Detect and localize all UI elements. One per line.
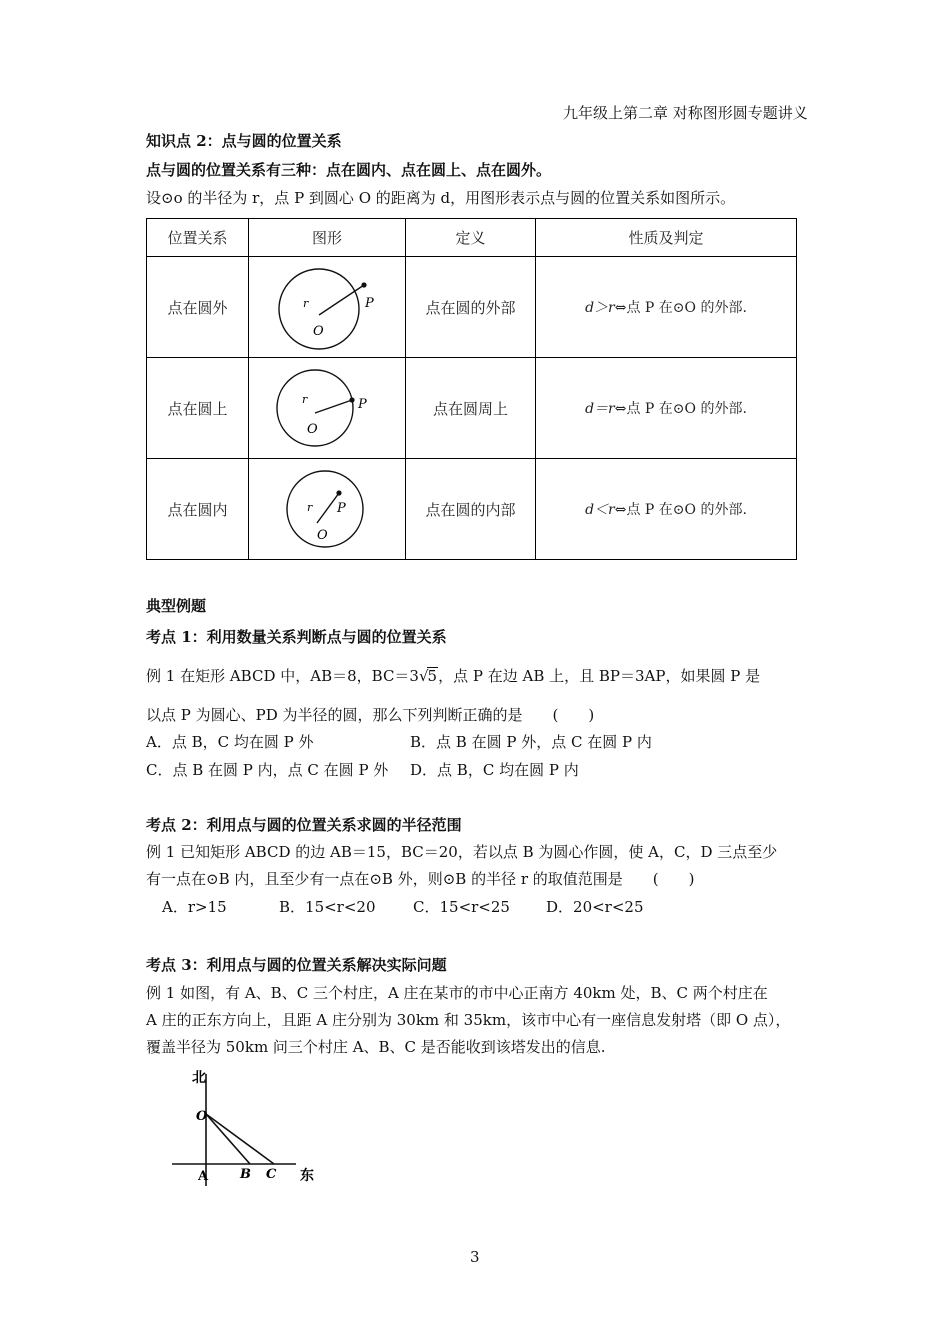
table-row: [147, 459, 797, 560]
relation-conclusion: 点 P 在⊙O 的外部.: [626, 401, 747, 417]
relation-formula: d＜r: [585, 502, 615, 518]
kp2-title: 考点 2：利用点与圆的位置关系求圆的半径范围: [146, 816, 462, 834]
kp3-question-line1: 例 1 如图，有 A、B、C 三个村庄，A 庄在某市的市中心正南方 40km 处，B、C 两个村庄在: [146, 984, 768, 1002]
center-label: O: [307, 422, 318, 437]
knowledge-point-intro: 设⊙o 的半径为 r，点 P 到圆心 O 的距离为 d，用图形表示点与圆的位置关系如图所示。: [146, 189, 736, 207]
equivalence-icon: ⇔: [614, 502, 627, 518]
kp3-question-line3: 覆盖半径为 50km 问三个村庄 A、B、C 是否能收到该塔发出的信息.: [146, 1038, 606, 1056]
point-on-circle-figure: [267, 358, 387, 454]
table-header-cell: 性质及判定: [536, 219, 797, 257]
relation-conclusion: 点 P 在⊙O 的外部.: [626, 502, 747, 518]
figure-cell: [249, 257, 406, 358]
kp1-title: 考点 1：利用数量关系判断点与圆的位置关系: [146, 628, 447, 646]
point-b-label: B: [240, 1167, 251, 1182]
point-inside-circle-figure: [267, 459, 387, 555]
table-header-row: [147, 219, 797, 257]
table-header-cell: 定义: [406, 219, 536, 257]
property-cell: [536, 459, 797, 560]
radius-label: r: [303, 297, 309, 310]
figure-cell: [249, 358, 406, 459]
relation-cell: 点在圆内: [147, 459, 249, 560]
page-number: 3: [470, 1248, 480, 1266]
figure-cell: [249, 459, 406, 560]
center-label: O: [317, 528, 328, 543]
definition-cell: 点在圆周上: [406, 358, 536, 459]
page-header: 九年级上第二章 对称图形圆专题讲义: [563, 104, 808, 122]
kp1-question-line2: 以点 P 为圆心、PD 为半径的圆，那么下列判断正确的是 ( ): [146, 706, 595, 724]
kp3-question-line2: A 庄的正东方向上，且距 A 庄分别为 30km 和 35km，该市中心有一座信息发射塔（即 O 点），: [146, 1011, 791, 1029]
kp2-option-c: C．15<r<25: [413, 898, 510, 916]
kp1-option-b: B．点 B 在圆 P 外，点 C 在圆 P 内: [410, 733, 652, 751]
kp3-title: 考点 3：利用点与圆的位置关系解决实际问题: [146, 956, 447, 974]
point-c-label: C: [266, 1167, 277, 1182]
kp1-question-text: 例 1 在矩形 ABCD 中，AB＝8，BC＝3: [146, 667, 419, 685]
table-header-cell: 位置关系: [147, 219, 249, 257]
kp1-question-line1: [146, 666, 760, 686]
center-label: O: [313, 324, 324, 339]
kp2-question-line2: 有一点在⊙B 内，且至少有一点在⊙B 外，则⊙B 的半径 r 的取值范围是 ( ): [146, 870, 695, 888]
point-label: P: [365, 296, 374, 311]
equivalence-icon: ⇔: [614, 401, 627, 417]
definition-cell: 点在圆的外部: [406, 257, 536, 358]
sqrt-icon: √: [418, 667, 429, 685]
point-label: P: [358, 397, 367, 412]
relation-conclusion: 点 P 在⊙O 的外部.: [626, 300, 747, 316]
kp2-question-line1: 例 1 已知矩形 ABCD 的边 AB＝15，BC＝20，若以点 B 为圆心作圆，使 A，C，D 三点至少: [146, 843, 778, 861]
knowledge-point-subheading: 点与圆的位置关系有三种：点在圆内、点在圆上、点在圆外。: [146, 161, 552, 179]
table-header-cell: 图形: [249, 219, 406, 257]
east-label: 东: [300, 1168, 314, 1184]
village-map-figure: [170, 1060, 330, 1190]
radius-label: r: [302, 393, 308, 406]
relation-cell: 点在圆上: [147, 358, 249, 459]
point-outside-circle-figure: [267, 257, 387, 353]
position-relation-table: [146, 218, 797, 560]
table-row: [147, 257, 797, 358]
kp1-option-c: C．点 B 在圆 P 内，点 C 在圆 P 外: [146, 761, 389, 779]
relation-formula: d＞r: [585, 300, 615, 316]
kp2-option-d: D．20<r<25: [546, 898, 644, 916]
kp1-option-a: A．点 B，C 均在圆 P 外: [146, 733, 314, 751]
point-a-label: A: [198, 1169, 209, 1184]
examples-heading: 典型例题: [146, 597, 207, 615]
table-row: [147, 358, 797, 459]
kp1-question-text-cont: ，点 P 在边 AB 上，且 BP＝3AP，如果圆 P 是: [438, 667, 761, 685]
relation-cell: 点在圆外: [147, 257, 249, 358]
point-o-label: O: [196, 1109, 208, 1124]
point-label: P: [337, 501, 346, 516]
kp2-option-a: A．r>15: [162, 898, 227, 916]
property-cell: [536, 257, 797, 358]
kp2-option-b: B．15<r<20: [279, 898, 376, 916]
sqrt-radicand: 5: [427, 667, 438, 685]
north-label: 北: [192, 1070, 206, 1086]
property-cell: [536, 358, 797, 459]
radius-label: r: [307, 501, 313, 514]
kp1-option-d: D．点 B，C 均在圆 P 内: [410, 761, 579, 779]
knowledge-point-heading: 知识点 2：点与圆的位置关系: [146, 132, 342, 150]
equivalence-icon: ⇔: [614, 300, 627, 316]
relation-formula: d＝r: [585, 401, 615, 417]
definition-cell: 点在圆的内部: [406, 459, 536, 560]
